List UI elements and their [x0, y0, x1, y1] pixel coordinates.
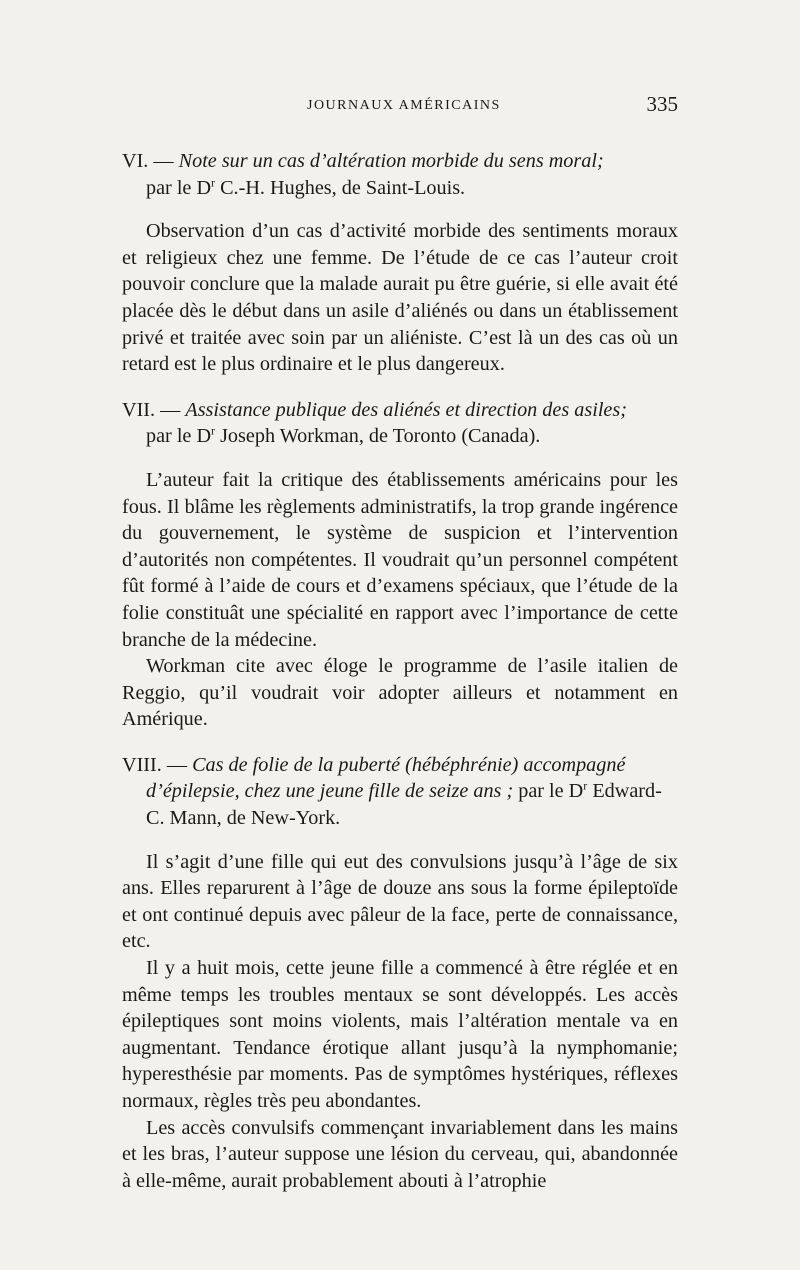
section-title: Note sur un cas d’altération morbide du sens moral; [178, 150, 604, 172]
byline-author: C.-H. Hughes, de Saint-Louis. [215, 176, 466, 199]
section-dash: — [160, 398, 181, 421]
byline-prefix: par le D [513, 780, 584, 803]
section-heading-vii [122, 397, 678, 450]
paragraph: Il y a huit mois, cette jeune fille a commencé à être réglée et en même temps les troubles mentaux se sont développés. Les accès épileptiques sont moins violents, mais l’altération mentale va en augmentant. Tendance érotique allant jusqu’à la nymphomanie; hyperesthésie par moments. Pas de symptômes hystériques, réflexes normaux, règles très peu abondantes. [122, 957, 678, 1112]
page-header [122, 92, 678, 124]
section-title: Assistance publique des aliénés et direction des asiles; [185, 398, 627, 421]
paragraph: Observation d’un cas d’activité morbide des sentiments moraux et religieux chez une femme. De l’étude de ce cas l’auteur croit pouvoir conclure que la malade aurait pu être guérie, si elle avait été placée dès le début dans un asile d’aliénés ou dans un établissement privé et traitée avec soin par un aliéniste. C’est là un des cas où un retard est le plus ordinaire et le plus dangereux. [122, 220, 678, 376]
section-dash: — [166, 753, 188, 776]
page-number: 335 [646, 92, 678, 116]
byline-author: Edward-C. Mann, de New-York. [146, 780, 662, 830]
paragraph: Il s’agit d’une fille qui eut des convulsions jusqu’à l’âge de six ans. Elles reparurent à l’âge de douze ans sous la forme épileptoïde et ont continué depuis avec pâleur de la face, perte de connaissance, etc. [122, 850, 678, 953]
section-numeral: VII. [122, 398, 156, 421]
page-body [122, 148, 678, 1194]
section-heading-vi [122, 148, 678, 201]
byline-sup: r [583, 778, 588, 793]
paragraph: Les accès convulsifs commençant invariablement dans les mains et les bras, l’auteur suppose une lésion du cerveau, qui, abandonnée à elle-même, aurait probablement abouti à l’atrophie [122, 1116, 678, 1192]
byline-sup: r [211, 423, 216, 438]
byline-sup: r [211, 174, 216, 189]
section-numeral: VIII. [122, 753, 162, 776]
running-title: JOURNAUX AMÉRICAINS [307, 98, 501, 113]
byline-author: Joseph Workman, de Toronto (Canada). [215, 425, 541, 448]
byline-prefix: par le D [146, 425, 212, 448]
section-title: Cas de folie de la puberté (hébéphrénie) accompagné d’épilepsie, chez une jeune fille de seize ans ; [146, 753, 626, 803]
section-heading-viii [122, 752, 678, 832]
paragraph: Workman cite avec éloge le programme de l’asile italien de Reggio, qu’il voudrait voir adopter ailleurs et notamment en Amérique. [122, 655, 678, 731]
section-numeral: VI. [122, 150, 149, 172]
byline-prefix: par le D [146, 176, 212, 199]
section-dash: — [153, 150, 174, 172]
paragraph: L’auteur fait la critique des établissements américains pour les fous. Il blâme les règlements administratifs, la trop grande ingérence du gouvernement, le système de suspicion et l’intervention d’autorités non compétentes. Il voudrait qu’un personnel compétent fût formé à l’aide de cours et d’examens spéciaux, que l’étude de la folie constituât une spécialité en rapport avec l’importance de cette branche de la médecine. [122, 468, 678, 651]
